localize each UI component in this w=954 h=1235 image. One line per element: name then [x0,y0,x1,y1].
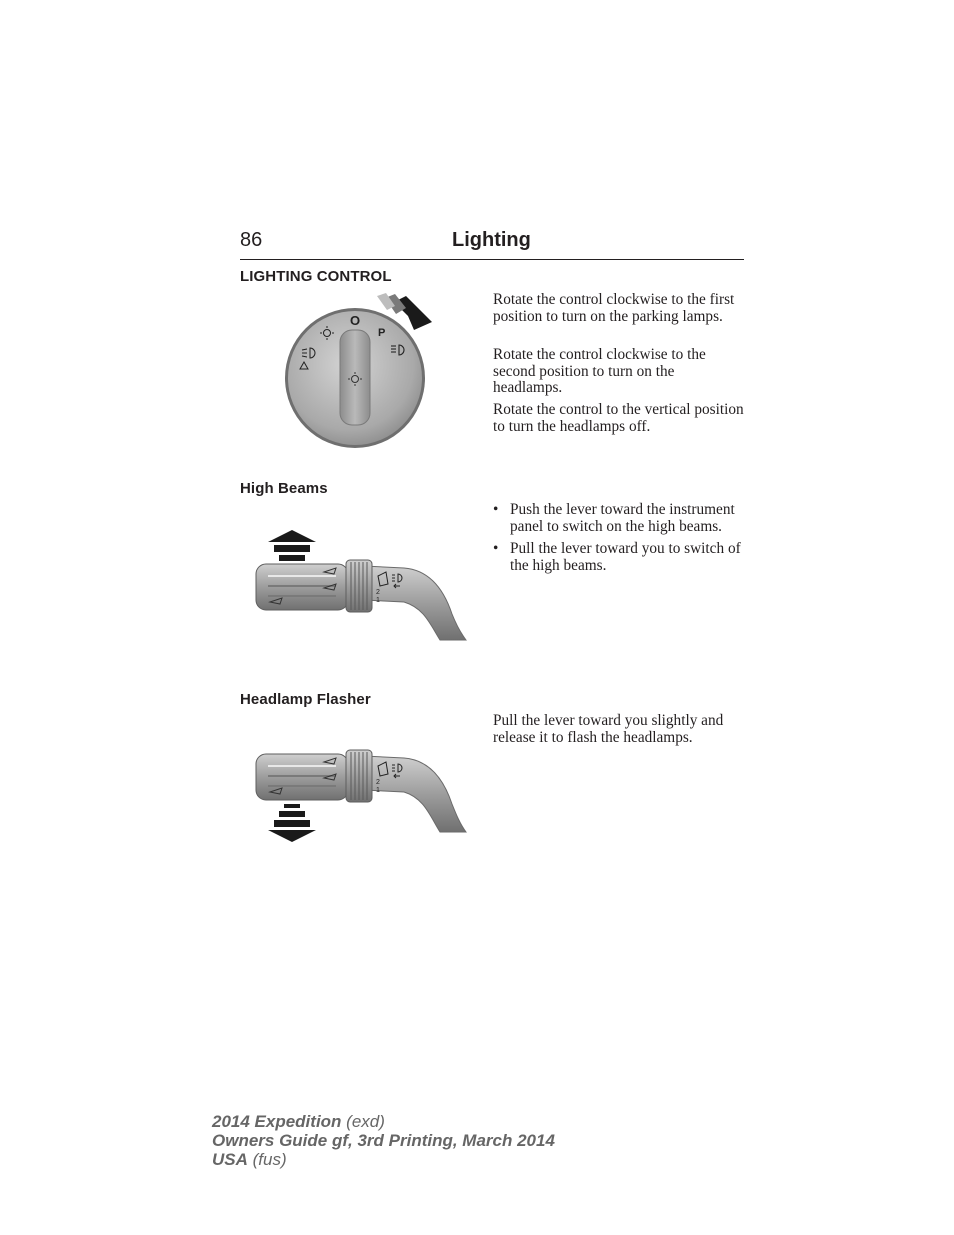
pull-down-arrow-icon [268,804,316,842]
bullet-dot: • [493,540,499,558]
flasher-paragraph: Pull the lever toward you slightly and release it to flash the headlamps. [493,712,724,746]
lever-speed-2: 2 [376,779,380,786]
headlamp-flasher-lever-figure [254,740,468,846]
page-footer [212,1112,555,1169]
chapter-title: Lighting [452,229,531,251]
section-heading-headlamp-flasher: Headlamp Flasher [240,691,371,708]
dial-parking-label: P [378,327,386,339]
footer-line-3: USA (fus) [212,1150,287,1169]
list-item: • Pull the lever toward you to switch of the high beams. [493,540,741,574]
lever-speed-1: 1 [376,787,380,794]
page-number: 86 [240,229,263,251]
list-item: • Push the lever toward the instrument panel to switch on the high beams. [493,501,735,535]
bullet-dot: • [493,501,499,518]
lighting-paragraph-3: Rotate the control to the vertical position to turn the headlamps off. [493,401,744,435]
high-beams-lever-figure [254,528,468,646]
lever-speed-1: 1 [376,597,380,604]
section-heading-high-beams: High Beams [240,480,328,497]
lever-speed-2: 2 [376,589,380,596]
high-beams-bullet-list [493,502,745,580]
push-up-arrow-icon [268,530,316,568]
lighting-paragraph-1: Rotate the control clockwise to the first position to turn on the parking lamps. [493,291,735,325]
lighting-paragraph-2: Rotate the control clockwise to the second position to turn on the headlamps. [493,346,706,397]
page-header [240,229,744,260]
footer-line-2: Owners Guide gf, 3rd Printing, March 2014 [212,1131,555,1150]
section-heading-lighting-control: LIGHTING CONTROL [240,268,392,285]
headlamp-switch-figure [282,292,432,450]
footer-line-1: 2014 Expedition (exd) [212,1112,385,1131]
dial-off-label: O [349,313,361,328]
